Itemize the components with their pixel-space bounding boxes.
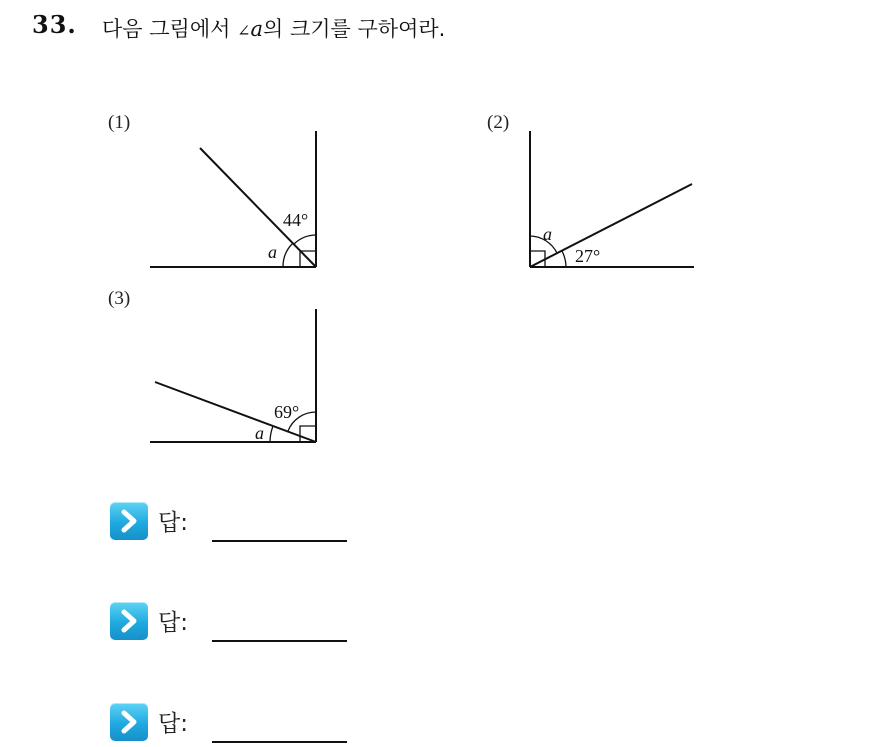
answer-label: 답: — [158, 510, 188, 536]
answer-blank[interactable] — [212, 640, 347, 642]
figure-3-unknown-arc — [270, 426, 273, 442]
figure-1-unknown-label: a — [268, 242, 277, 262]
angle-symbol: ∠ — [237, 21, 251, 40]
answer-blank[interactable] — [212, 741, 347, 743]
figure-1-label: (1) — [108, 112, 131, 133]
chevron-right-icon — [110, 502, 148, 540]
figure-2-label: (2) — [487, 112, 510, 133]
question-text-before: 다음 그림에서 — [102, 17, 238, 41]
answer-label: 답: — [158, 610, 188, 636]
chevron-right-icon — [110, 602, 148, 640]
figure-3-given-angle: 69° — [274, 402, 300, 422]
answer-label: 답: — [158, 711, 188, 737]
answer-row-3 — [110, 703, 370, 743]
figure-2-unknown-label: a — [543, 224, 552, 244]
figure-3-label: (3) — [108, 288, 131, 309]
answer-row-1 — [110, 502, 370, 542]
answer-blank[interactable] — [212, 540, 347, 542]
question-variable: a — [250, 17, 264, 41]
question-number: 33. — [32, 10, 77, 39]
figure-1-given-angle: 44° — [283, 210, 309, 230]
answer-row-2 — [110, 602, 370, 642]
figure-3-unknown-label: a — [255, 423, 264, 443]
chevron-right-icon — [110, 703, 148, 741]
question-text-after: 의 크기를 구하여라. — [263, 17, 446, 41]
figure-2-given-angle: 27° — [575, 246, 601, 266]
